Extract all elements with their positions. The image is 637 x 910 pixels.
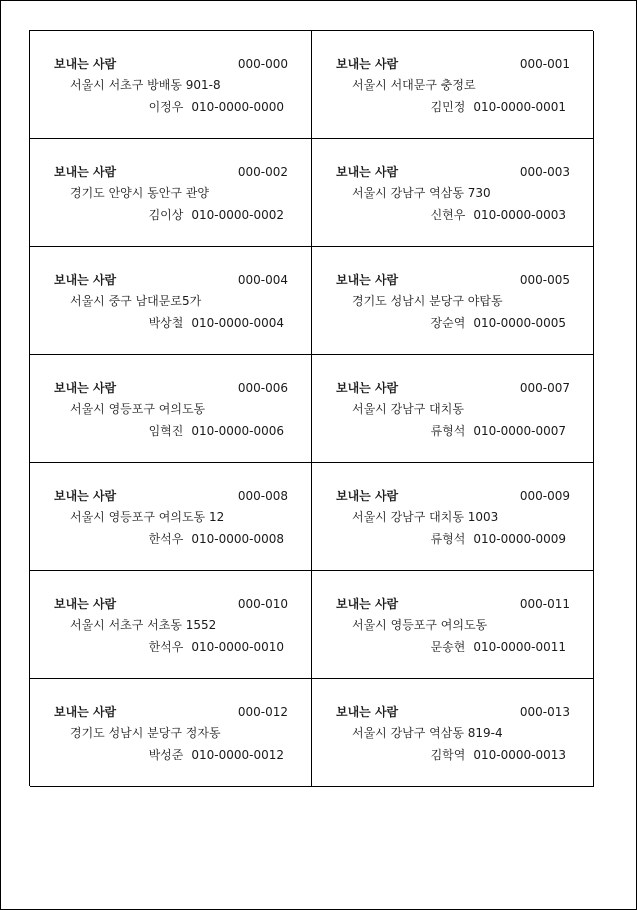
name-phone-line: [431, 100, 566, 115]
address-line: 서울시 서대문구 충정로: [352, 78, 476, 92]
name-phone-line: [149, 640, 284, 655]
address-label: [30, 247, 312, 355]
name-phone-line: [431, 316, 566, 331]
address-label: [312, 31, 594, 139]
recipient-name: 문송현: [430, 640, 466, 654]
recipient-name: 임혁진: [148, 424, 184, 438]
sender-heading: 보내는 사람: [336, 165, 399, 179]
recipient-name: 류형석: [430, 424, 466, 438]
recipient-name: 김민정: [430, 100, 466, 114]
address-label: [312, 355, 594, 463]
recipient-name: 박성준: [148, 748, 184, 762]
address-line: 서울시 영등포구 여의도동 12: [70, 510, 225, 524]
name-phone-line: [431, 640, 566, 655]
phone-number: 010-0000-0013: [473, 748, 566, 762]
address-label: [30, 355, 312, 463]
postal-code: 000-011: [519, 597, 570, 611]
sender-heading: 보내는 사람: [336, 597, 399, 611]
name-phone-line: [149, 532, 284, 547]
address-label: [30, 463, 312, 571]
postal-code: 000-004: [237, 273, 288, 287]
address-line: 서울시 서초구 서초동 1552: [70, 618, 217, 632]
address-line: 경기도 성남시 분당구 야탑동: [352, 294, 503, 308]
name-phone-line: [431, 748, 566, 763]
name-phone-line: [149, 748, 284, 763]
address-line: 서울시 영등포구 여의도동: [70, 402, 206, 416]
sender-heading: 보내는 사람: [336, 489, 399, 503]
phone-number: 010-0000-0006: [191, 424, 284, 438]
postal-code: 000-002: [237, 165, 288, 179]
postal-code: 000-000: [237, 57, 288, 71]
sender-heading: 보내는 사람: [54, 597, 117, 611]
address-line: 서울시 강남구 대치동 1003: [352, 510, 499, 524]
recipient-name: 한석우: [148, 640, 184, 654]
recipient-name: 류형석: [430, 532, 466, 546]
postal-code: 000-001: [519, 57, 570, 71]
phone-number: 010-0000-0001: [473, 100, 566, 114]
sender-heading: 보내는 사람: [54, 705, 117, 719]
phone-number: 010-0000-0005: [473, 316, 566, 330]
sender-heading: 보내는 사람: [54, 57, 117, 71]
phone-number: 010-0000-0004: [191, 316, 284, 330]
address-label: [312, 139, 594, 247]
sender-heading: 보내는 사람: [336, 57, 399, 71]
address-label-sheet: [29, 30, 593, 786]
phone-number: 010-0000-0002: [191, 208, 284, 222]
phone-number: 010-0000-0003: [473, 208, 566, 222]
phone-number: 010-0000-0000: [191, 100, 284, 114]
sender-heading: 보내는 사람: [54, 165, 117, 179]
phone-number: 010-0000-0011: [473, 640, 566, 654]
postal-code: 000-012: [237, 705, 288, 719]
postal-code: 000-005: [519, 273, 570, 287]
sender-heading: 보내는 사람: [54, 381, 117, 395]
address-label: [312, 247, 594, 355]
phone-number: 010-0000-0010: [191, 640, 284, 654]
address-line: 서울시 서초구 방배동 901-8: [70, 78, 221, 92]
sender-heading: 보내는 사람: [336, 381, 399, 395]
postal-code: 000-007: [519, 381, 570, 395]
phone-number: 010-0000-0008: [191, 532, 284, 546]
address-label: [312, 679, 594, 787]
phone-number: 010-0000-0007: [473, 424, 566, 438]
address-label: [312, 571, 594, 679]
recipient-name: 장순역: [430, 316, 466, 330]
recipient-name: 김학역: [430, 748, 466, 762]
postal-code: 000-013: [519, 705, 570, 719]
sender-heading: 보내는 사람: [54, 273, 117, 287]
phone-number: 010-0000-0012: [191, 748, 284, 762]
address-label: [30, 679, 312, 787]
address-label: [30, 571, 312, 679]
address-line: 서울시 중구 남대문로5가: [70, 294, 202, 308]
name-phone-line: [431, 532, 566, 547]
address-line: 경기도 안양시 동안구 관양: [70, 186, 209, 200]
address-line: 서울시 영등포구 여의도동: [352, 618, 488, 632]
name-phone-line: [149, 208, 284, 223]
recipient-name: 이정우: [148, 100, 184, 114]
postal-code: 000-010: [237, 597, 288, 611]
sender-heading: 보내는 사람: [336, 705, 399, 719]
address-line: 서울시 강남구 역삼동 819-4: [352, 726, 503, 740]
address-label: [30, 31, 312, 139]
phone-number: 010-0000-0009: [473, 532, 566, 546]
recipient-name: 한석우: [148, 532, 184, 546]
recipient-name: 박상철: [148, 316, 184, 330]
postal-code: 000-003: [519, 165, 570, 179]
recipient-name: 김이상: [148, 208, 184, 222]
sender-heading: 보내는 사람: [336, 273, 399, 287]
name-phone-line: [431, 424, 566, 439]
name-phone-line: [431, 208, 566, 223]
name-phone-line: [149, 100, 284, 115]
address-line: 경기도 성남시 분당구 정자동: [70, 726, 221, 740]
recipient-name: 신현우: [430, 208, 466, 222]
address-label: [30, 139, 312, 247]
name-phone-line: [149, 424, 284, 439]
postal-code: 000-008: [237, 489, 288, 503]
postal-code: 000-006: [237, 381, 288, 395]
name-phone-line: [149, 316, 284, 331]
postal-code: 000-009: [519, 489, 570, 503]
address-label: [312, 463, 594, 571]
address-line: 서울시 강남구 역삼동 730: [352, 186, 491, 200]
address-line: 서울시 강남구 대치동: [352, 402, 464, 416]
sender-heading: 보내는 사람: [54, 489, 117, 503]
